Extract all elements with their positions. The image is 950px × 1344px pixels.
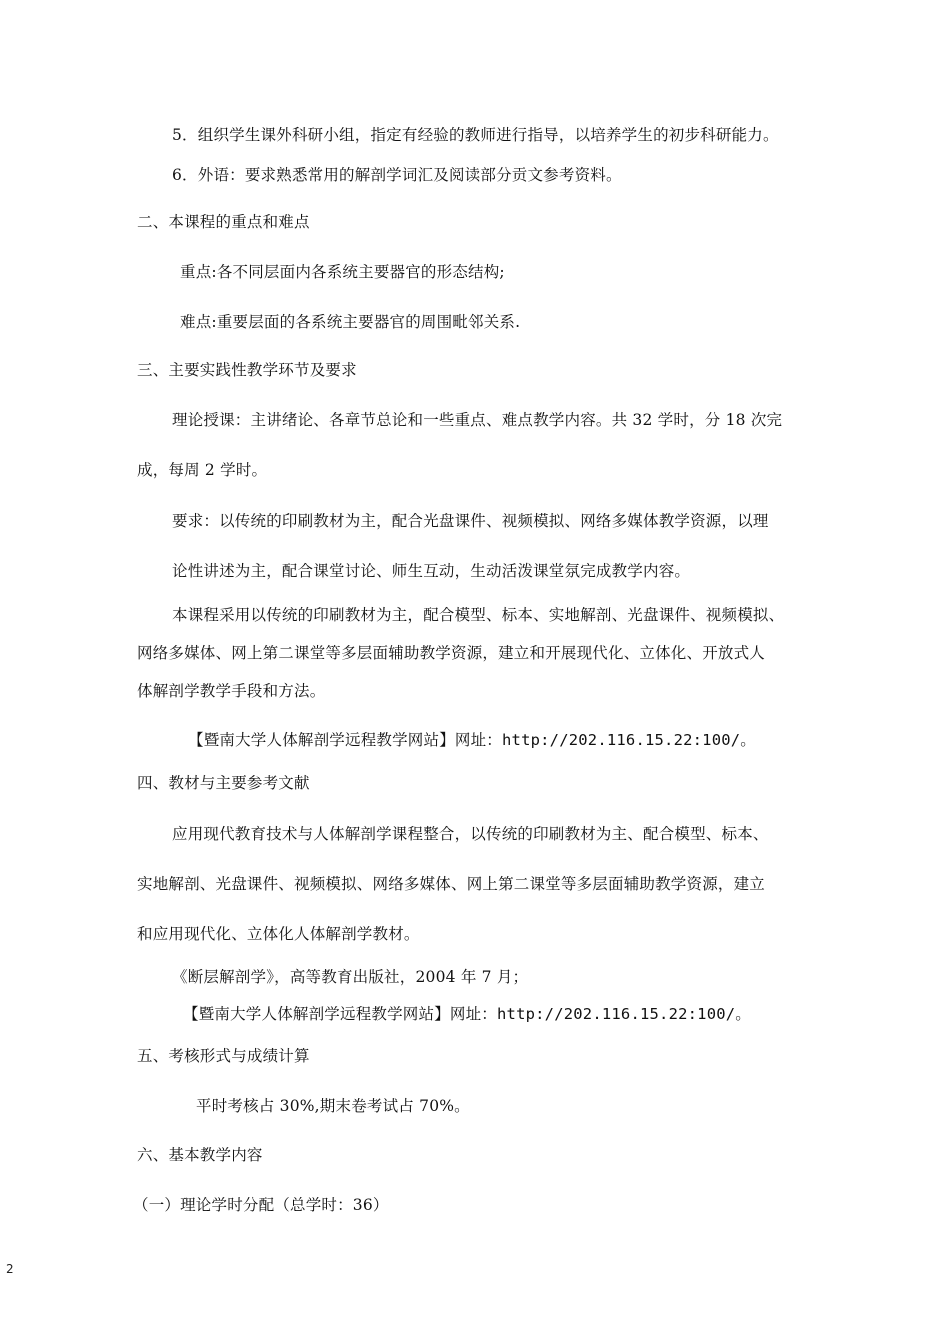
website-line-1 xyxy=(188,730,756,750)
assessment-text: 平时考核占 30%,期末卷考试占 70%。 xyxy=(196,1097,470,1115)
website-url[interactable]: http://202.116.15.22:100/。 xyxy=(497,1005,752,1023)
website-line-2 xyxy=(183,1004,751,1024)
section-heading-5: 五、考核形式与成绩计算 xyxy=(137,1047,310,1065)
theory-line-2: 成，每周 2 学时。 xyxy=(137,461,268,479)
website-label: 【暨南大学人体解剖学远程教学网站】网址： xyxy=(188,731,503,749)
website-url[interactable]: http://202.116.15.22:100/。 xyxy=(502,731,757,749)
theory-line-1: 理论授课：主讲绪论、各章节总论和一些重点、难点教学内容。共 32 学时，分 18 次完 xyxy=(172,411,783,429)
materials-line-3: 和应用现代化、立体化人体解剖学教材。 xyxy=(137,925,420,943)
section-heading-2: 二、本课程的重点和难点 xyxy=(137,213,310,231)
course-para-line-1: 本课程采用以传统的印刷教材为主，配合模型、标本、实地解剖、光盘课件、视频模拟、 xyxy=(172,606,785,624)
website-label: 【暨南大学人体解剖学远程教学网站】网址： xyxy=(183,1005,498,1023)
course-para-line-3: 体解剖学教学手段和方法。 xyxy=(137,682,326,700)
list-item-5: 5．组织学生课外科研小组，指定有经验的教师进行指导，以培养学生的初步科研能力。 xyxy=(172,126,779,144)
section-heading-3: 三、主要实践性教学环节及要求 xyxy=(137,361,357,379)
materials-line-2: 实地解剖、光盘课件、视频模拟、网络多媒体、网上第二课堂等多层面辅助教学资源，建立 xyxy=(137,875,766,893)
list-item-6: 6．外语：要求熟悉常用的解剖学词汇及阅读部分贡文参考资料。 xyxy=(172,166,622,184)
difficulty-text: 难点:重要层面的各系统主要器官的周围毗邻关系. xyxy=(180,313,521,331)
key-point-text: 重点:各不同层面内各系统主要器官的形态结构; xyxy=(180,263,505,281)
requirement-line-1: 要求：以传统的印刷教材为主，配合光盘课件、视频模拟、网络多媒体教学资源，以理 xyxy=(172,512,769,530)
course-para-line-2: 网络多媒体、网上第二课堂等多层面辅助教学资源，建立和开展现代化、立体化、开放式人 xyxy=(137,644,766,662)
textbook-reference: 《断层解剖学》，高等教育出版社，2004 年 7 月； xyxy=(172,968,529,986)
page-number: 2 xyxy=(6,1262,14,1276)
requirement-line-2: 论性讲述为主，配合课堂讨论、师生互动，生动活泼课堂氛完成教学内容。 xyxy=(172,562,691,580)
subsection-heading: （一）理论学时分配（总学时：36） xyxy=(133,1196,389,1214)
materials-line-1: 应用现代教育技术与人体解剖学课程整合，以传统的印刷教材为主、配合模型、标本、 xyxy=(172,825,769,843)
section-heading-6: 六、基本教学内容 xyxy=(137,1146,263,1164)
section-heading-4: 四、教材与主要参考文献 xyxy=(137,774,310,792)
